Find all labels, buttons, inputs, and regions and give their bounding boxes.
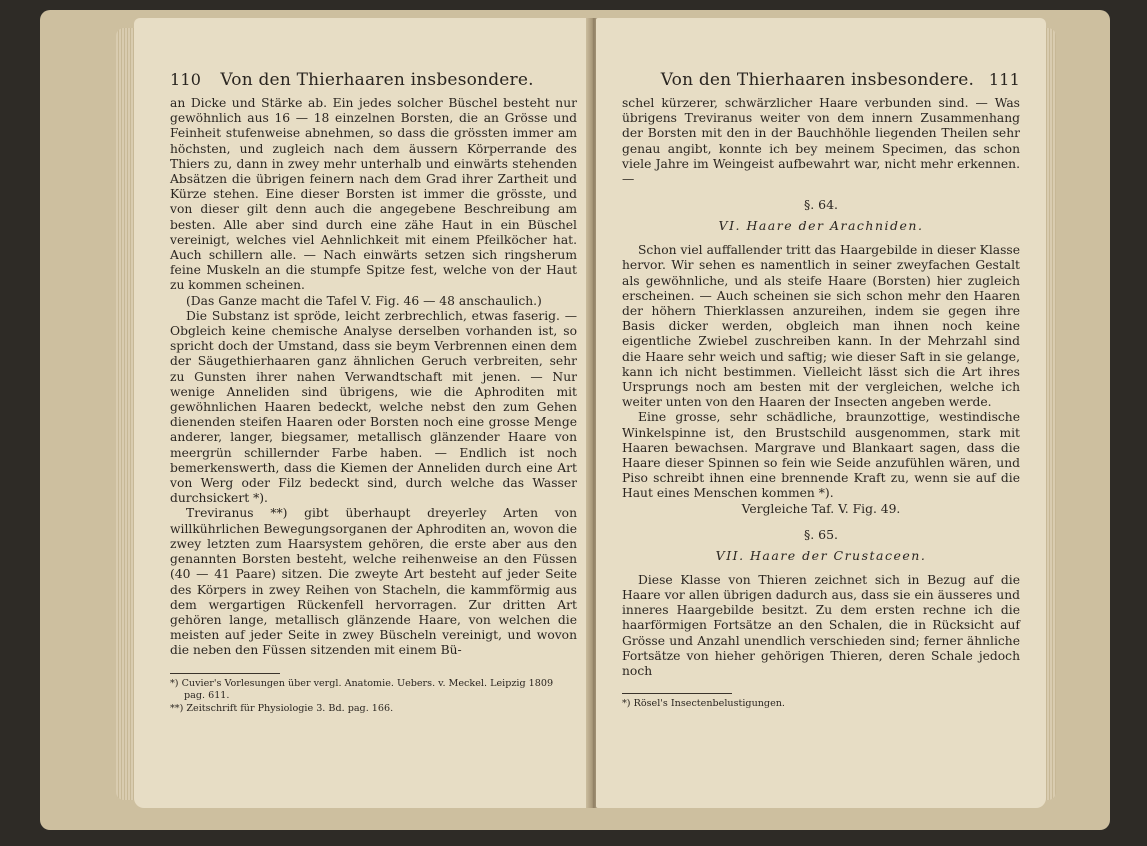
left-paragraph: (Das Ganze macht die Tafel V. Fig. 46 — 48 anschaulich.)	[186, 293, 542, 308]
right-paragraph: Eine grosse, sehr schädliche, braunzottige, westindische Winkelspinne ist, den Brustschild ausgenommen, stark mit Haaren bewachsen. Margrave und Blankaart sagen, dass die Haare dieser Spinnen so fein wie Seide anzufühlen wären, und Piso schreibt ihnen eine brennende Kraft zu, wenn sie auf die Haut eines Menschen kommen *).	[622, 410, 1020, 501]
left-paragraph: Treviranus **) gibt überhaupt dreyerley Arten von willkührlichen Bewegungsorganen der Aphroditen an, wovon die zwey letzten zum Haarsystem gehören, die erste aber aus den genannten Borsten besteht, welche reihenweise an den Füssen (40 — 41 Paare) sitzen. Die zweyte Art besteht auf jeder Seite des Körpers in zwey Reihen von Stacheln, die kammförmig aus dem wergartigen Rückenfell hervorragen. Zur dritten Art gehören lange, metallisch glänzende Haare, von welchen die meisten auf jeder Seite in zwey Büscheln vereinigt, und wovon die neben den Füssen sitzenden mit einem Bü-	[170, 506, 577, 658]
left-paragraph: Die Substanz ist spröde, leicht zerbrechlich, etwas faserig. — Obgleich keine chemische Analyse derselben vorhanden ist, so spricht doch der Umstand, dass sie beym Verbrennen einen dem der Säugethierhaaren ganz ähnlichen Geruch verbreiten, sehr zu Gunsten ihrer nahen Verwandtschaft mit jenen. — Nur wenige Anneliden sind übrigens, wie die Aphroditen mit gewöhnlichen Haaren bedeckt, welche nebst den zum Gehen dienenden steifen Haaren oder Borsten noch eine grosse Menge anderer, langer, biegsamer, metallisch glänzender Haare von meergrün schillernder Farbe haben. — Endlich ist noch bemerkenswerth, dass die Kiemen der Anneliden durch eine Art von Werg oder Filz bedeckt sind, durch welche das Wasser durchsickert *).	[170, 308, 577, 506]
left-head-title: Von den Thierhaaren insbesondere.	[220, 70, 534, 90]
right-paragraph: Vergleiche Taf. V. Fig. 49.	[741, 501, 901, 516]
section-number-65: §. 65.	[803, 526, 839, 542]
left-paragraph: an Dicke und Stärke ab. Ein jedes solcher Büschel besteht nur gewöhnlich aus 16 — 18 einzelnen Borsten, die an Grösse und Feinheit stufenweise abnehmen, so dass die grössten immer am höchsten, und zugleich nach dem äussern Körperrande des Thiers zu, dann in zwey mehr unterhalb und einwärts stehenden Absätzen die übrigen feinern nach dem Grad ihrer Zartheit und Kürze stehen. Eine dieser Borsten ist immer die grösste, und von dieser gilt denn auch die angegebene Beschreibung am besten. Alle aber sind durch eine zähe Haut in ein Büschel vereinigt, welches viel Aehnlichkeit mit einem Pfeilköcher hat. Auch schillern alle. — Nach einwärts setzen sich ringsherum feine Muskeln an die stumpfe Spitze fest, welche von der Haut zu kommen scheinen.	[170, 96, 577, 293]
left-page	[134, 18, 591, 808]
left-page-edges	[116, 28, 136, 800]
left-running-head	[170, 70, 577, 90]
left-footnote: **) Zeitschrift für Physiologie 3. Bd. pag. 166.	[170, 702, 394, 714]
section-title-crustaceen: VII. Haare der Crustaceen.	[715, 547, 927, 563]
right-paragraph: schel kürzerer, schwärzlicher Haare verbunden sind. — Was übrigens Treviranus weiter von dem innern Zusammenhang der Borsten mit den in der Bauchhöhle liegenden Theilen sehr genau angibt, konnte ich bey meinem Specimen, das schon viele Jahre im Weingeist aufbewahrt war, nicht mehr erkennen. —	[622, 96, 1020, 187]
left-body-text	[170, 96, 577, 659]
section-title-arachniden: VI. Haare der Arachniden.	[718, 218, 924, 234]
right-footnote: *) Rösel's Insectenbelustigungen.	[622, 698, 785, 710]
right-paragraph: Schon viel auffallender tritt das Haargebilde in dieser Klasse hervor. Wir sehen es namentlich in seiner zweyfachen Gestalt als gewöhnliche, und als steife Haare (Borsten) hier zugleich erscheinen. — Auch scheinen sie sich schon mehr den Haaren der höhern Thierklassen anzureihen, indem sie gegen ihre Basis dicker werden, obgleich man ihnen noch keine eigentliche Zwiebel zuschreiben kann. In der Mehrzahl sind die Haare sehr weich und saftig; wie dieser Saft in sie gelange, kann ich nicht bestimmen. Vielleicht lässt sich die Art ihres Ursprungs noch am besten mit der vergleichen, welche ich weiter unten von den Haaren der Insecten angeben werde.	[622, 243, 1020, 410]
left-footnote: *) Cuvier's Vorlesungen über vergl. Anatomie. Uebers. v. Meckel. Leipzig 1809 pag. 611.	[170, 677, 554, 702]
right-page-number: 111	[988, 70, 1020, 89]
right-running-head	[622, 70, 1020, 90]
left-footnote-rule	[170, 673, 280, 674]
right-head-title: Von den Thierhaaren insbesondere.	[660, 70, 975, 90]
right-footnote-rule	[622, 693, 732, 694]
right-paragraph: Diese Klasse von Thieren zeichnet sich in Bezug auf die Haare vor allen übrigen dadurch aus, dass sie ein äusseres und inneres Haargebilde besitzt. Zu dem ersten rechne ich die haarförmigen Fortsätze an den Schalen, die in Rücksicht auf Grösse und Anzahl unendlich verschieden sind; ferner ähnliche Fortsätze von hieher gehörigen Thieren, deren Schale jedoch noch	[622, 572, 1020, 679]
right-page	[596, 18, 1046, 808]
section-number-64: §. 64.	[803, 197, 839, 213]
left-page-number: 110	[170, 70, 202, 89]
right-body-text	[622, 96, 1020, 679]
